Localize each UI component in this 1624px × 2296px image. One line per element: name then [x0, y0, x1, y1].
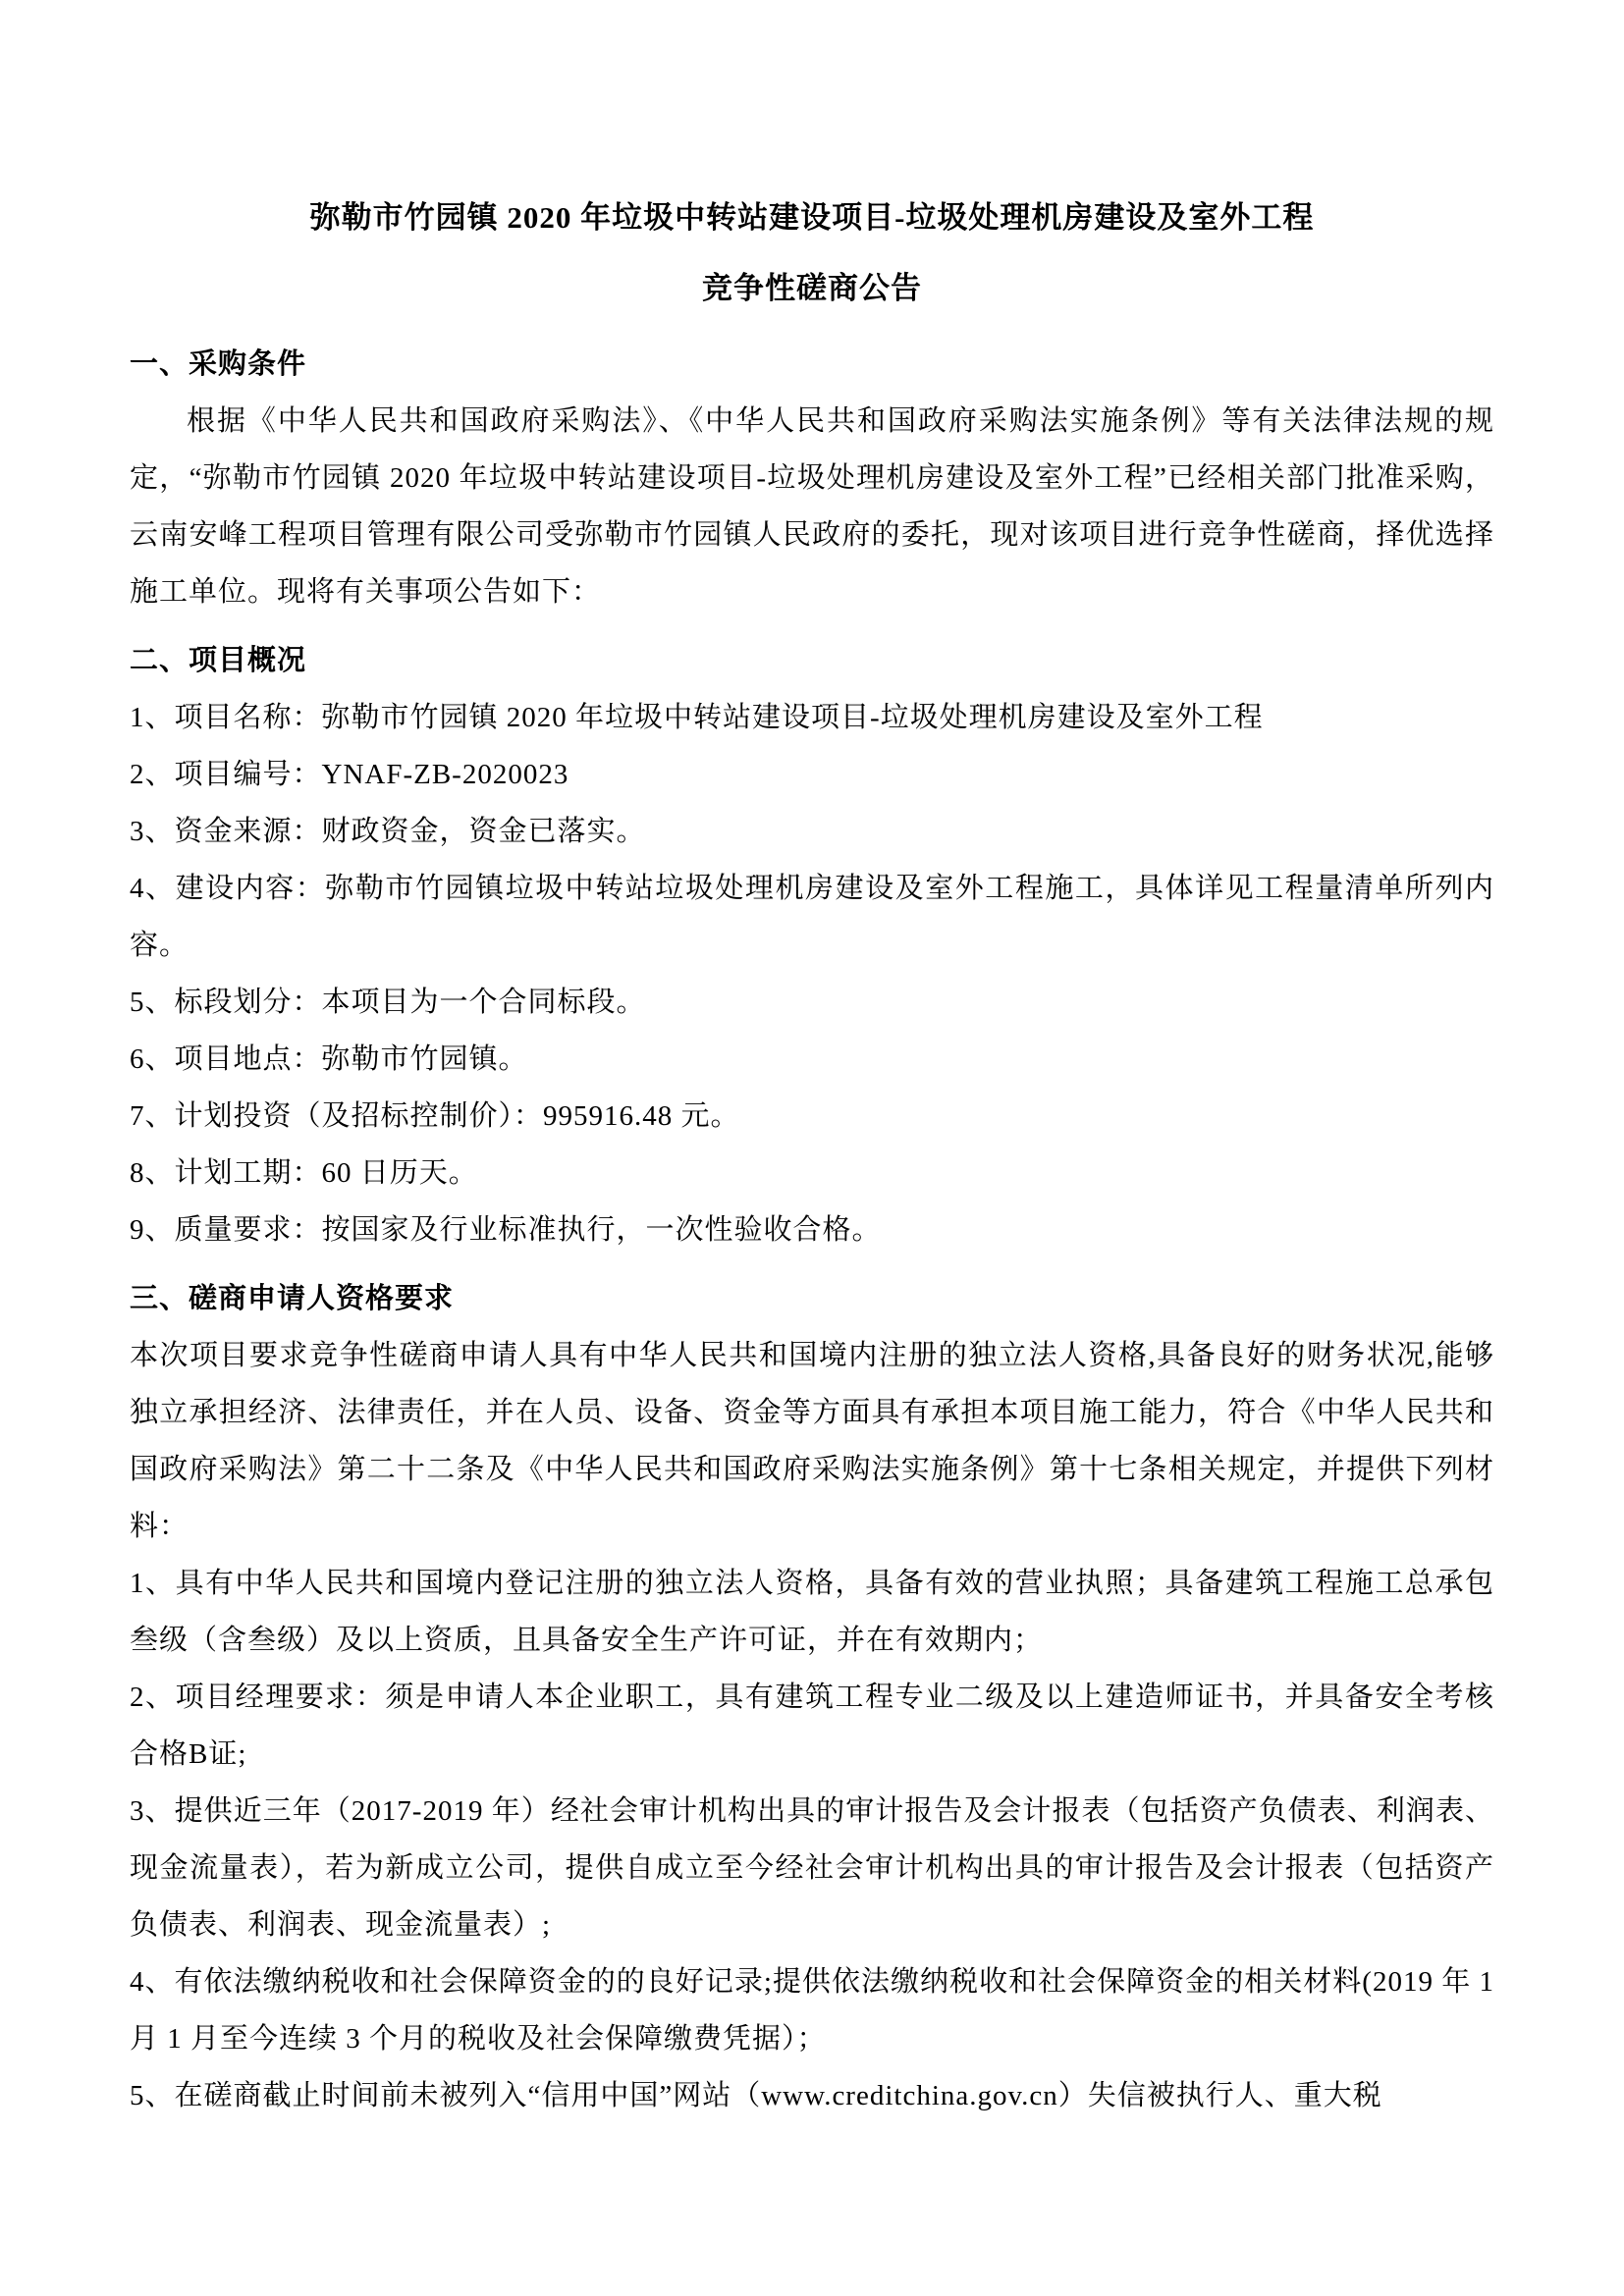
project-overview-item-investment: 7、计划投资（及招标控制价）：995916.48 元。	[130, 1100, 740, 1132]
project-overview-item-content: 4、建设内容：弥勒市竹园镇垃圾中转站垃圾处理机房建设及室外工程施工，具体详见工程量清单所列内容。	[130, 873, 1494, 961]
procurement-conditions-paragraph: 根据《中华人民共和国政府采购法》、《中华人民共和国政府采购法实施条例》等有关法律法规的规定，“弥勒市竹园镇 2020 年垃圾中转站建设项目-垃圾处理机房建设及室外工程”已经相关部门批准采购，云南安峰工程项目管理有限公司受弥勒市竹园镇人民政府的委托，现对该项目进行竞争性磋商，择优选择施工单位。现将有关事项公告如下：	[130, 405, 1494, 608]
qualification-item-audit-reports: 3、提供近三年（2017-2019 年）经社会审计机构出具的审计报告及会计报表（包括资产负债表、利润表、现金流量表），若为新成立公司，提供自成立至今经社会审计机构出具的审计报告及会计报表（包括资产负债表、利润表、现金流量表）;	[130, 1795, 1494, 1941]
qualification-item-tax-social-security: 4、有依法缴纳税收和社会保障资金的的良好记录;提供依法缴纳税收和社会保障资金的相关材料(2019 年 1 月 1 月至今连续 3 个月的税收及社会保障缴费凭据）；	[130, 1966, 1494, 2055]
qualification-item-credit-china: 5、在磋商截止时间前未被列入“信用中国”网站（www.creditchina.gov.cn）失信被执行人、重大税	[130, 2080, 1382, 2111]
project-overview-item-location: 6、项目地点：弥勒市竹园镇。	[130, 1043, 528, 1075]
document-title-line1: 弥勒市竹园镇 2020 年垃圾中转站建设项目-垃圾处理机房建设及室外工程	[309, 200, 1315, 235]
project-overview-item-funding: 3、资金来源：财政资金，资金已落实。	[130, 816, 646, 847]
project-overview-item-quality: 9、质量要求：按国家及行业标准执行，一次性验收合格。	[130, 1214, 882, 1246]
document-title-line2: 竞争性磋商公告	[702, 271, 922, 305]
project-overview-item-number: 2、项目编号：YNAF-ZB-2020023	[130, 759, 569, 790]
qualification-item-project-manager: 2、项目经理要求：须是申请人本企业职工，具有建筑工程专业二级及以上建造师证书，并具备安全考核合格B证;	[130, 1682, 1494, 1770]
project-overview-item-lot-division: 5、标段划分：本项目为一个合同标段。	[130, 987, 646, 1018]
section-heading-qualification-requirements: 三、磋商申请人资格要求	[130, 1283, 455, 1314]
qualification-item-legal-person: 1、具有中华人民共和国境内登记注册的独立法人资格，具备有效的营业执照；具备建筑工程施工总承包叁级（含叁级）及以上资质，且具备安全生产许可证，并在有效期内；	[130, 1568, 1494, 1656]
project-overview-item-duration: 8、计划工期：60 日历天。	[130, 1157, 478, 1189]
section-heading-project-overview: 二、项目概况	[130, 645, 307, 676]
qualification-intro-paragraph: 本次项目要求竞争性磋商申请人具有中华人民共和国境内注册的独立法人资格,具备良好的财务状况,能够独立承担经济、法律责任，并在人员、设备、资金等方面具有承担本项目施工能力，符合《中华人民共和国政府采购法》第二十二条及《中华人民共和国政府采购法实施条例》第十七条相关规定，并提供下列材料：	[130, 1340, 1494, 1542]
section-heading-procurement-conditions: 一、采购条件	[130, 348, 307, 380]
project-overview-item-name: 1、项目名称：弥勒市竹园镇 2020 年垃圾中转站建设项目-垃圾处理机房建设及室外工程	[130, 702, 1264, 733]
